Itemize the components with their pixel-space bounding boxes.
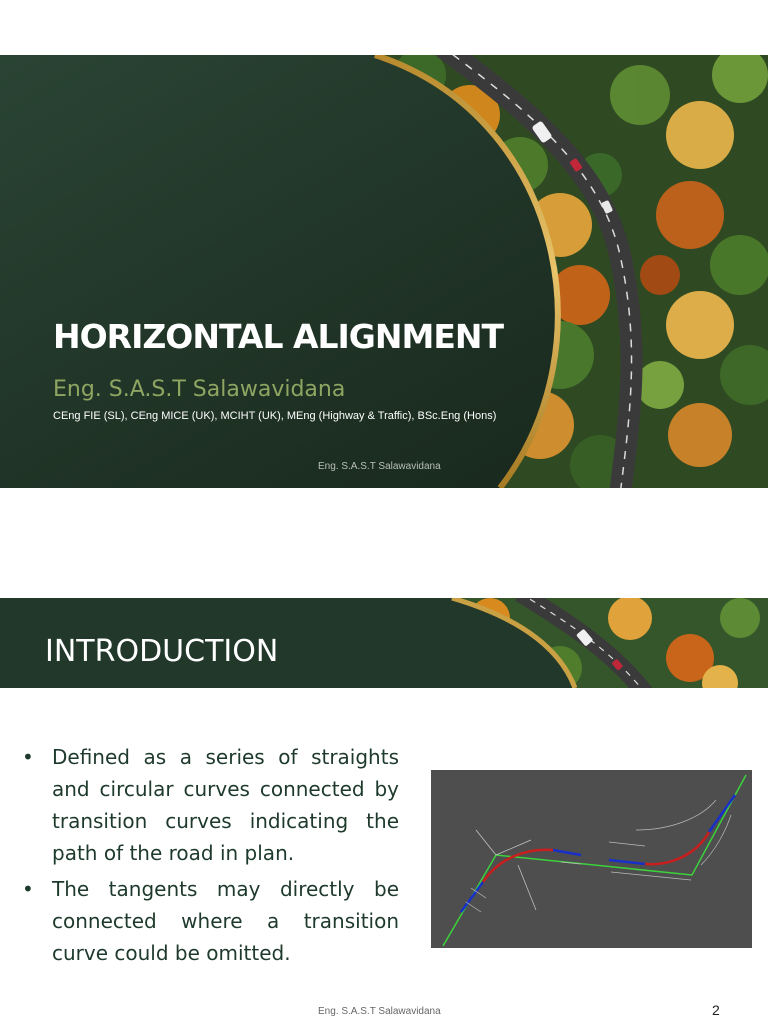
- title-slide-artwork: [0, 55, 768, 488]
- slide-heading: INTRODUCTION: [45, 634, 279, 669]
- title-slide: [0, 55, 768, 488]
- author-credentials: CEng FIE (SL), CEng MICE (UK), MCIHT (UK), MEng (Highway & Traffic), BSc.Eng (Hons): [53, 410, 497, 422]
- author-name: Eng. S.A.S.T Salawavidana: [53, 377, 346, 402]
- bullet-icon: •: [22, 745, 34, 769]
- bullet-icon: •: [22, 877, 34, 901]
- introduction-slide: [0, 598, 768, 1024]
- slide-footer: Eng. S.A.S.T Salawavidana: [318, 1006, 441, 1017]
- curve-geometry-diagram: [431, 770, 752, 948]
- slide-footer: Eng. S.A.S.T Salawavidana: [318, 461, 441, 472]
- bullet-item: [22, 873, 399, 969]
- page-number: 2: [712, 1002, 720, 1018]
- bullet-text: Defined as a series of straights and circular curves connected by transition curves indicating the path of the road in plan.: [52, 745, 399, 865]
- bullet-list: [22, 741, 399, 973]
- bullet-item: [22, 741, 399, 869]
- presentation-title: HORIZONTAL ALIGNMENT: [53, 317, 504, 356]
- bullet-text: The tangents may directly be connected where a transition curve could be omitted.: [52, 877, 399, 965]
